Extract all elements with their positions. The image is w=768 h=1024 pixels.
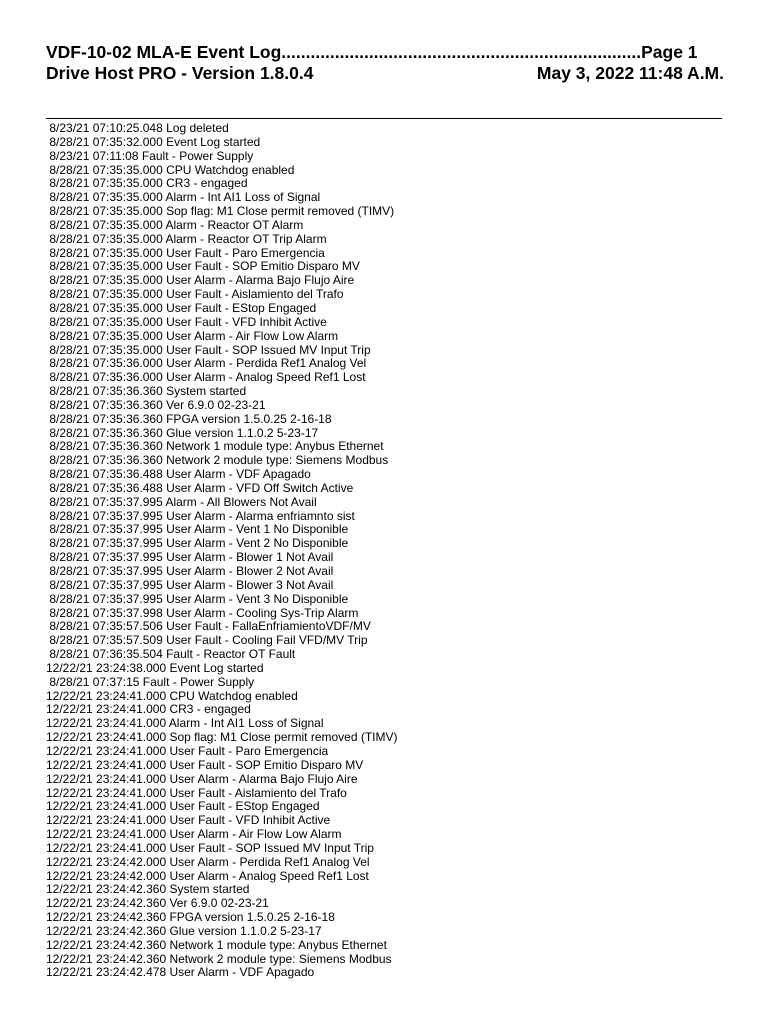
log-entry: 8/28/21 07:35:35.000 CPU Watchdog enabled — [46, 162, 295, 177]
log-entry: 8/23/21 07:11:08 Fault - Power Supply — [46, 148, 254, 163]
log-entry: 12/22/21 23:24:41.000 User Alarm - Air Flow Low Alarm — [46, 827, 342, 842]
log-entry: 12/22/21 23:24:41.000 CR3 - engaged — [46, 702, 251, 717]
log-entry: 8/28/21 07:35:57.509 User Fault - Cooling Fail VFD/MV Trip — [46, 633, 368, 648]
log-entry: 12/22/21 23:24:41.000 Sop flag: M1 Close permit removed (TIMV) — [46, 730, 398, 745]
log-entry: 8/28/21 07:35:36.360 System started — [46, 384, 247, 399]
log-entry: 12/22/21 23:24:42.360 Network 2 module type: Siemens Modbus — [46, 951, 392, 966]
log-entry: 8/28/21 07:35:35.000 User Fault - Paro Emergencia — [46, 245, 325, 260]
log-entry: 8/28/21 07:35:36.000 User Alarm - Perdida Ref1 Analog Vel — [46, 356, 367, 371]
log-entry: 12/22/21 23:24:41.000 User Fault - VFD Inhibit Active — [46, 813, 331, 828]
log-entry: 8/23/21 07:10:25.048 Log deleted — [46, 121, 229, 135]
log-entry: 8/28/21 07:35:36.000 User Alarm - Analog Speed Ref1 Lost — [46, 370, 366, 385]
log-entry: 8/28/21 07:35:36.488 User Alarm - VDF Apagado — [46, 467, 311, 482]
log-entry: 8/28/21 07:37:15 Fault - Power Supply — [46, 674, 255, 689]
header-divider — [46, 118, 722, 119]
log-entry: 8/28/21 07:35:37.995 User Alarm - Vent 1 No Disponible — [46, 522, 349, 537]
header-version-row — [46, 63, 724, 84]
log-entry: 8/28/21 07:35:35.000 Sop flag: M1 Close permit removed (TIMV) — [46, 204, 395, 219]
log-entry: 12/22/21 23:24:41.000 User Fault - EStop Engaged — [46, 799, 320, 814]
log-entry: 8/28/21 07:35:37.995 Alarm - All Blowers Not Avail — [46, 494, 317, 509]
log-entry: 8/28/21 07:35:36.360 FPGA version 1.5.0.25 2-16-18 — [46, 411, 332, 426]
log-entry: 8/28/21 07:35:35.000 User Fault - SOP Emitio Disparo MV — [46, 259, 360, 274]
log-entry: 8/28/21 07:35:37.995 User Alarm - Vent 2 No Disponible — [46, 536, 349, 551]
log-entry: 8/28/21 07:36:35.504 Fault - Reactor OT Fault — [46, 647, 296, 662]
log-entry: 8/28/21 07:35:35.000 User Fault - Aislamiento del Trafo — [46, 287, 344, 302]
log-entry: 12/22/21 23:24:42.360 FPGA version 1.5.0.25 2-16-18 — [46, 910, 335, 925]
log-entry: 12/22/21 23:24:42.360 Glue version 1.1.0.2 5-23-17 — [46, 923, 322, 938]
app-version: Drive Host PRO - Version 1.8.0.4 — [46, 63, 314, 83]
log-entry: 12/22/21 23:24:41.000 User Fault - Aislamiento del Trafo — [46, 785, 347, 800]
log-entry: 12/22/21 23:24:42.360 System started — [46, 882, 250, 897]
log-entry: 8/28/21 07:35:37.995 User Alarm - Blower 1 Not Avail — [46, 550, 334, 565]
log-entry: 12/22/21 23:24:41.000 User Fault - SOP Issued MV Input Trip — [46, 840, 374, 855]
log-entry: 8/28/21 07:35:35.000 User Fault - VFD Inhibit Active — [46, 314, 327, 329]
log-entry: 8/28/21 07:35:36.360 Network 1 module type: Anybus Ethernet — [46, 439, 384, 454]
page-header — [46, 42, 724, 84]
header-title-row — [46, 42, 724, 63]
log-entry: 8/28/21 07:35:36.360 Network 2 module type: Siemens Modbus — [46, 453, 389, 468]
log-entry: 8/28/21 07:35:37.995 User Alarm - Alarma enfriamnto sist — [46, 508, 355, 523]
log-entry: 12/22/21 23:24:42.478 User Alarm - VDF Apagado — [46, 965, 315, 980]
log-entry: 12/22/21 23:24:42.360 Ver 6.9.0 02-23-21 — [46, 896, 269, 911]
log-entry: 8/28/21 07:35:37.995 User Alarm - Vent 3 No Disponible — [46, 591, 349, 606]
log-entry: 12/22/21 23:24:42.360 Network 1 module type: Anybus Ethernet — [46, 937, 387, 952]
log-entry: 8/28/21 07:35:35.000 User Alarm - Air Flow Low Alarm — [46, 328, 339, 343]
log-entry: 8/28/21 07:35:35.000 User Alarm - Alarma Bajo Flujo Aire — [46, 273, 355, 288]
log-entry: 8/28/21 07:35:36.488 User Alarm - VFD Off Switch Active — [46, 480, 354, 495]
log-entry: 12/22/21 23:24:41.000 User Fault - SOP Emitio Disparo MV — [46, 757, 364, 772]
event-log-list — [46, 122, 686, 980]
log-entry: 8/28/21 07:35:36.360 Glue version 1.1.0.2 5-23-17 — [46, 425, 319, 440]
log-entry: 12/22/21 23:24:41.000 User Fault - Paro Emergencia — [46, 743, 329, 758]
log-entry: 12/22/21 23:24:38.000 Event Log started — [46, 660, 264, 675]
log-entry: 8/28/21 07:35:35.000 User Fault - SOP Issued MV Input Trip — [46, 342, 371, 357]
log-entry: 8/28/21 07:35:35.000 CR3 - engaged — [46, 176, 248, 191]
log-entry: 8/28/21 07:35:32.000 Event Log started — [46, 134, 261, 149]
log-entry: 8/28/21 07:35:37.995 User Alarm - Blower 2 Not Avail — [46, 564, 334, 578]
log-entry: 12/22/21 23:24:42.000 User Alarm - Perdida Ref1 Analog Vel — [46, 854, 370, 869]
log-entry: 8/28/21 07:35:35.000 Alarm - Int AI1 Loss of Signal — [46, 190, 321, 205]
document-title: VDF-10-02 MLA-E Event Log..........................................................................Page 1 — [46, 42, 698, 62]
log-entry: 8/28/21 07:35:35.000 Alarm - Reactor OT Alarm — [46, 217, 304, 232]
log-entry: 8/28/21 07:35:57.506 User Fault - FallaEnfriamientoVDF/MV — [46, 619, 371, 634]
log-entry: 8/28/21 07:35:35.000 User Fault - EStop Engaged — [46, 300, 317, 315]
log-entry: 8/28/21 07:35:37.995 User Alarm - Blower 3 Not Avail — [46, 577, 334, 592]
log-entry: 12/22/21 23:24:41.000 User Alarm - Alarma Bajo Flujo Aire — [46, 771, 358, 786]
log-entry: 12/22/21 23:24:41.000 Alarm - Int AI1 Loss of Signal — [46, 716, 324, 731]
log-entry: 12/22/21 23:24:41.000 CPU Watchdog enabled — [46, 688, 298, 703]
log-entry: 8/28/21 07:35:37.998 User Alarm - Cooling Sys-Trip Alarm — [46, 605, 359, 620]
log-entry: 8/28/21 07:35:36.360 Ver 6.9.0 02-23-21 — [46, 397, 266, 412]
log-entry: 12/22/21 23:24:42.000 User Alarm - Analog Speed Ref1 Lost — [46, 868, 369, 883]
log-entry: 8/28/21 07:35:35.000 Alarm - Reactor OT Trip Alarm — [46, 231, 327, 246]
report-datetime: May 3, 2022 11:48 A.M. — [536, 63, 724, 83]
